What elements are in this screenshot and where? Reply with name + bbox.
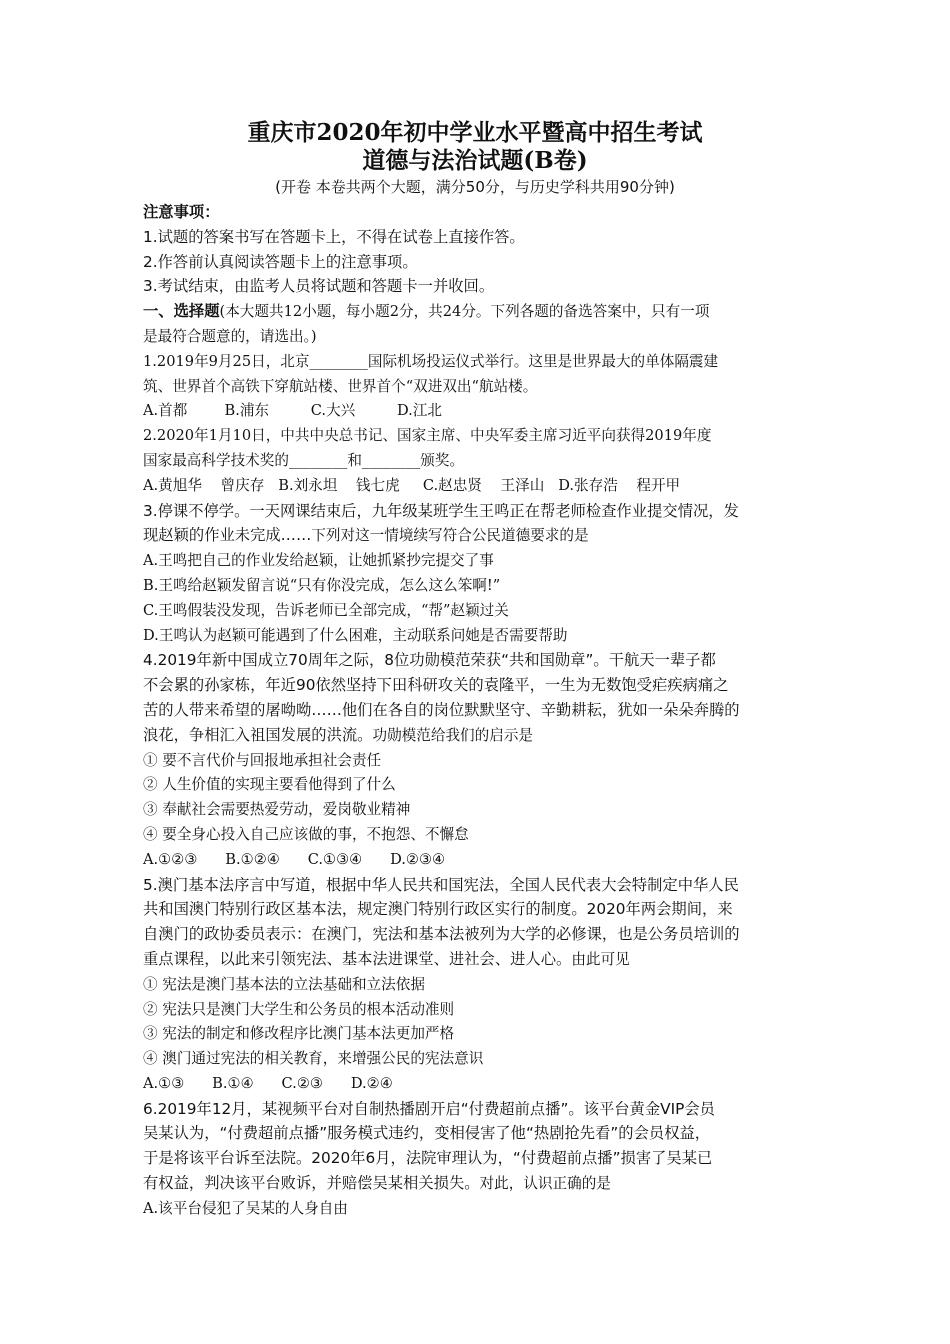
notice-heading: 注意事项：: [143, 203, 220, 221]
q6-stem-cont: 于是将该平台诉至法院。2020年6月，法院审理认为，“付费超前点播”损害了吴某已: [143, 1149, 713, 1168]
q5-stem-cont: 共和国澳门特别行政区基本法，规定澳门特别行政区实行的制度。2020年两会期间，来: [143, 900, 733, 919]
q5-statement: ④ 澳门通过宪法的相关教育，来增强公民的宪法意识: [143, 1050, 484, 1068]
exam-title: 重庆市2020年初中学业水平暨高中招生考试: [247, 119, 703, 146]
q4-statement: ② 人生价值的实现主要看他得到了什么: [143, 776, 396, 794]
q6-stem: 6.2019年12月，某视频平台对自制热播剧开启“付费超前点播”。该平台黄金VIP会员: [143, 1099, 715, 1118]
notice-item: 1.试题的答案书写在答题卡上，不得在试卷上直接作答。: [143, 227, 525, 246]
q5-question: 由此可见: [571, 950, 630, 968]
q6-option-a: A.该平台侵犯了吴某的人身自由: [143, 1199, 348, 1217]
q5-statement: ② 宪法只是澳门大学生和公务员的根本活动准则: [143, 1000, 455, 1018]
exam-subject-title: 道德与法治试题(B卷): [362, 147, 588, 174]
section1-desc: (本大题共12小题，每小题2分，共24分。下列各题的备选答案中，只有一项: [219, 303, 710, 321]
q3-option-b: B.王鸣给赵颖发留言说“只有你没完成，怎么这么笨啊!”: [143, 576, 501, 594]
q3-option-a: A.王鸣把自己的作业发给赵颖，让她抓紧抄完提交了事: [143, 552, 494, 570]
q6-question: 对此，认识正确的是: [479, 1175, 611, 1193]
q1-stem-cont: 筑、世界首个高铁下穿航站楼、世界首个“双进双出“航站楼。: [143, 377, 538, 395]
q5-stem: 5.澳门基本法序言中写道，根据中华人民共和国宪法，全国人民代表大会特制定中华人民: [143, 875, 739, 894]
q3-stem: 3.停课不停学。一天网课结束后，九年级某班学生王鸣正在帮老师检查作业提交情况，发: [143, 501, 739, 520]
q5-statement: ③ 宪法的制定和修改程序比澳门基本法更加严格: [143, 1025, 455, 1043]
q3-option-d: D.王鸣认为赵颖可能遇到了什么困难，主动联系问她是否需要帮助: [143, 626, 568, 644]
q4-statement: ④ 要全身心投入自己应该做的事，不抱怨、不懈怠: [143, 825, 469, 843]
q4-statement: ③ 奉献社会需要热爱劳动，爱岗敬业精神: [143, 801, 411, 819]
q4-stem-end: [143, 723, 811, 749]
section1-line: [143, 299, 811, 325]
q4-stem: 4.2019年新中国成立70周年之际，8位功勋模范荣获“共和国勋章”。干航天一辈子都: [143, 651, 716, 670]
q3-stem-cont: [143, 523, 811, 549]
q3-option-c: C.王鸣假装没发现，告诉老师已全部完成，“帮”赵颖过关: [143, 601, 509, 619]
q4-statement: ① 要不言代价与回报地承担社会责任: [143, 751, 382, 769]
q4-stem-part: 浪花，争相汇入祖国发展的洪流。: [143, 725, 373, 744]
section1-heading: 一、选择题: [143, 302, 220, 321]
q4-question: 功勋模范给我们的启示是: [372, 726, 534, 744]
q3-question: 下列对这一情境续写符合公民道德要求的是: [311, 527, 589, 545]
notice-item: 3.考试结束，由监考人员将试题和答题卡一并收回。: [143, 277, 495, 296]
q5-statement: ① 宪法是澳门基本法的立法基础和立法依据: [143, 975, 425, 993]
q6-stem-part: 有权益，判决该平台败诉，并赔偿吴某相关损失。: [143, 1174, 480, 1193]
section1-desc-cont: 是最符合题意的，请选出。): [143, 327, 317, 345]
q5-options: A.①③ B.①④ C.②③ D.②④: [143, 1074, 393, 1092]
notice-item: 2.作答前认真阅读答题卡上的注意事项。: [143, 252, 418, 271]
q1-options: A.首都 B.浦东 C.大兴 D.江北: [143, 402, 443, 420]
q4-options: A.①②③ B.①②④ C.①③④ D.②③④: [143, 850, 446, 868]
exam-body: [143, 200, 811, 1222]
q5-stem-cont: 自澳门的政协委员表示：在澳门，宪法和基本法被列为大学的必修课，也是公务员培训的: [143, 925, 740, 944]
q6-stem-end: [143, 1171, 811, 1197]
q2-stem-cont: 国家最高科学技术奖的________和________颁奖。: [143, 451, 465, 469]
q1-stem: 1.2019年9月25日，北京________国际机场投运仪式举行。这里是世界最大的单体隔震建: [143, 352, 719, 370]
q5-stem-part: 重点课程，以此来引领宪法、基本法进课堂、进社会、进人心。: [143, 949, 572, 968]
q6-stem-cont: 吴某认为，“付费超前点播”服务模式违约，变相侵害了他“热剧抢先看”的会员权益，: [143, 1124, 711, 1143]
q2-stem: 2.2020年1月10日，中共中央总书记、国家主席、中央军委主席习近平向获得2019年度: [143, 427, 712, 445]
exam-subtitle: (开卷 本卷共两个大题，满分50分，与历史学科共用90分钟): [275, 178, 675, 196]
q5-stem-end: [143, 947, 811, 973]
q4-stem-cont: 苦的人带来希望的屠呦呦……他们在各自的岗位默默坚守、辛勤耕耘，犹如一朵朵奔腾的: [143, 700, 740, 719]
q2-options: A.黄旭华 曾庆存 B.刘永坦 钱七虎 C.赵忠贤 王泽山 D.张存浩 程开甲: [143, 476, 681, 494]
q4-stem-cont: 不会累的孙家栋，年近90依然坚持下田科研攻关的袁隆平，一生为无数饱受疟疾病痛之: [143, 676, 729, 695]
q3-stem-part: 现赵颖的作业未完成……: [143, 526, 312, 545]
